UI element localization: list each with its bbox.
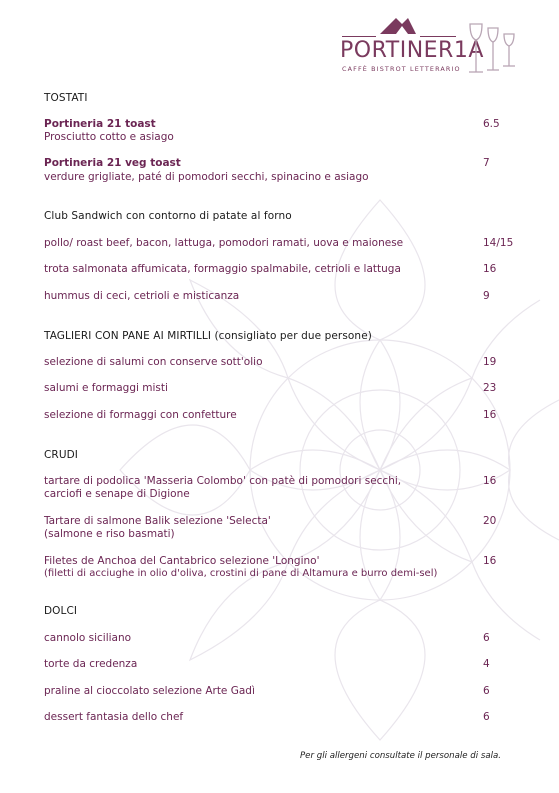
menu-item-price: 16 bbox=[483, 409, 497, 421]
menu-item-name: dessert fantasia dello chef bbox=[44, 711, 184, 723]
allergen-note: Per gli allergeni consultate il personale di sala. bbox=[300, 751, 501, 761]
menu-item-name: tartare di podolica 'Masseria Colombo' con patè di pomodori secchi, bbox=[44, 475, 402, 487]
menu-item-name: trota salmonata affumicata, formaggio spalmabile, cetrioli e lattuga bbox=[44, 263, 401, 275]
menu-item-desc: verdure grigliate, paté di pomodori secchi, spinacino e asiago bbox=[44, 171, 369, 183]
section-title-tostati: TOSTATI bbox=[44, 92, 88, 104]
menu-item-desc: carciofi e senape di Digione bbox=[44, 488, 190, 500]
section-title-club: Club Sandwich con contorno di patate al forno bbox=[44, 210, 292, 222]
menu-item-name: Portineria 21 veg toast bbox=[44, 157, 181, 169]
menu-item-name: selezione di formaggi con confetture bbox=[44, 409, 237, 421]
menu-item-price: 7 bbox=[483, 157, 490, 169]
menu-item-desc: (filetti di acciughe in olio d'oliva, crostini di pane di Altamura e burro demi-sel) bbox=[44, 568, 438, 579]
menu-item-price: 6 bbox=[483, 711, 490, 723]
glasses-icon bbox=[464, 20, 520, 80]
menu-item-desc: (salmone e riso basmati) bbox=[44, 528, 175, 540]
menu-item-desc: Prosciutto cotto e asiago bbox=[44, 131, 174, 143]
menu-item-name: Filetes de Anchoa del Cantabrico selezione 'Longino' bbox=[44, 555, 320, 567]
roof-icon bbox=[378, 14, 418, 36]
menu-item-price: 9 bbox=[483, 290, 490, 302]
menu-item-name: pollo/ roast beef, bacon, lattuga, pomodori ramati, uova e maionese bbox=[44, 237, 404, 249]
menu-item-price: 4 bbox=[483, 658, 490, 670]
menu-item-name: cannolo siciliano bbox=[44, 632, 132, 644]
brand-logo bbox=[340, 14, 520, 80]
menu-item-name: salumi e formaggi misti bbox=[44, 382, 168, 394]
logo-tagline: CAFFÈ BISTROT LETTERARIO bbox=[342, 65, 461, 73]
menu-item-name: torte da credenza bbox=[44, 658, 138, 670]
menu-item-name: selezione di salumi con conserve sott'olio bbox=[44, 356, 263, 368]
menu-item-price: 16 bbox=[483, 555, 497, 567]
menu-item-price: 6 bbox=[483, 632, 490, 644]
menu-item-name: hummus di ceci, cetrioli e misticanza bbox=[44, 290, 240, 302]
logo-rule-left bbox=[342, 36, 376, 37]
section-title-dolci: DOLCI bbox=[44, 605, 78, 617]
menu-item-name: Tartare di salmone Balik selezione 'Selecta' bbox=[44, 515, 271, 527]
menu-item-price: 14/15 bbox=[483, 237, 514, 249]
menu-item-price: 6 bbox=[483, 685, 490, 697]
menu-item-price: 16 bbox=[483, 263, 497, 275]
section-title-crudi: CRUDI bbox=[44, 449, 78, 461]
menu-item-name: Portineria 21 toast bbox=[44, 118, 156, 130]
menu-item-price: 20 bbox=[483, 515, 497, 527]
menu-item-price: 16 bbox=[483, 475, 497, 487]
menu-item-price: 23 bbox=[483, 382, 497, 394]
menu-item-name: praline al cioccolato selezione Arte Gadì bbox=[44, 685, 255, 697]
logo-wordmark: PORTINER1A bbox=[340, 38, 484, 63]
logo-rule-right bbox=[420, 36, 456, 37]
section-title-taglieri: TAGLIERI CON PANE AI MIRTILLI (consigliato per due persone) bbox=[44, 330, 372, 342]
menu-item-price: 19 bbox=[483, 356, 497, 368]
menu-item-price: 6.5 bbox=[483, 118, 500, 130]
